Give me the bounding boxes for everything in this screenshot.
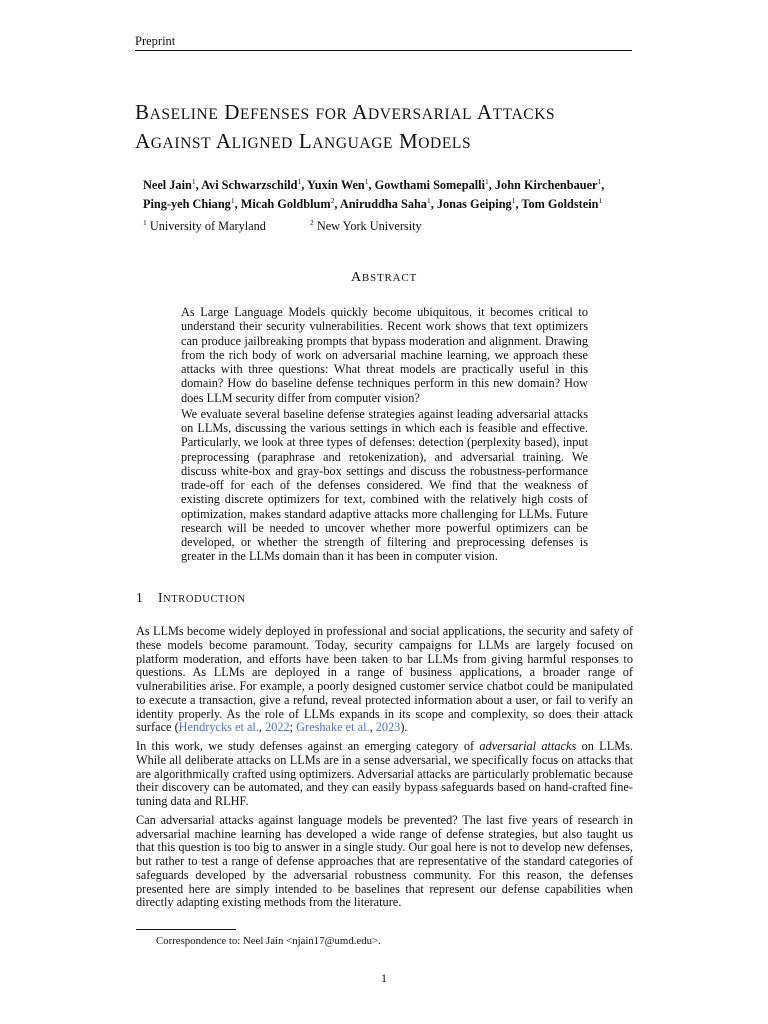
author-affiliation-mark: 1 bbox=[597, 177, 602, 186]
author-name: Jonas Geiping bbox=[436, 197, 512, 212]
author-name: Ping-yeh Chiang bbox=[143, 197, 231, 212]
footnote-rule bbox=[136, 929, 236, 930]
author-name: Aniruddha Saha bbox=[339, 197, 427, 212]
title-word: LANGUAGE bbox=[298, 129, 394, 153]
introduction-body bbox=[136, 625, 633, 915]
paper-title bbox=[135, 99, 655, 157]
author-affiliation-mark: 1 bbox=[598, 196, 603, 206]
author-list bbox=[143, 174, 643, 212]
author-affiliation-mark: 1 bbox=[364, 177, 369, 186]
author-name: Avi Schwarzschild bbox=[201, 178, 298, 193]
author-affiliation-mark: 1 bbox=[230, 196, 235, 206]
title-word: ATTACKS bbox=[476, 100, 556, 124]
affiliation-1: $^1$ University of Maryland bbox=[143, 218, 266, 234]
author-affiliation-mark: 1 bbox=[297, 177, 302, 186]
author-affiliation-mark: 1 bbox=[511, 196, 516, 206]
author-name: Gowthami Somepalli bbox=[374, 178, 485, 193]
title-line-1 bbox=[135, 100, 555, 124]
citation-hendrycks-year[interactable]: 2022 bbox=[265, 720, 290, 735]
intro-paragraph-1: As LLMs become widely deployed in professional and social applications, the security and safety of these models become paramount. Today, security campaigns for LLMs are largely focused on platform moderation, and efforts have been taken to bar LLMs from giving harmful responses to questions. As LLMs are deployed in a range of business applications, a broader range of vulnerabilities arise. For example, a poorly designed customer service chatbot could be manipulated to execute a transaction, give a refund, reveal protected information about a user, or fail to verify an identity properly. As the role of LLMs expands in its scope and complexity, so does their attack surface (Hendrycks et al., 2022; Greshake et al., 2023). bbox=[136, 624, 633, 735]
running-header: Preprint bbox=[135, 34, 176, 48]
author-name: Tom Goldstein bbox=[521, 197, 599, 212]
abstract-body bbox=[181, 305, 588, 566]
title-word: MODELS bbox=[398, 129, 472, 153]
author-line-2: Ping-yeh Chiang$^1$, Micah Goldblum$^2$, Aniruddha Saha$^1$, Jonas Geiping$^1$, Tom Goldstein$^1$ bbox=[143, 196, 603, 212]
abstract-paragraph: As Large Language Models quickly become ubiquitous, it becomes critical to understand their security vulnerabilities. Recent work shows that text optimizers can produce jailbreaking prompts that bypass moderation and alignment. Drawing from the rich body of work on adversarial machine learning, we approach these attacks with three questions: What threat models are practically useful in this domain? How do baseline defense techniques perform in this new domain? How does LLM security differ from computer vision? bbox=[181, 305, 588, 405]
page-number: 1 bbox=[381, 971, 387, 985]
intro-paragraph-2: In this work, we study defenses against an emerging category of adversarial attacks on LLMs. While all deliberate attacks on LLMs are in a sense adversarial, we specifically focus on attacks that are algorithmically crafted using optimizers. Adversarial attacks are particularly problematic because their discovery can be automated, and they can easily bypass safeguards based on hand-crafted fine-tuning data and RLHF. bbox=[136, 739, 633, 808]
title-word: BASELINE bbox=[135, 100, 219, 124]
abstract-paragraph: We evaluate several baseline defense strategies against leading adversarial attacks on LLMs, discussing the various settings in which each is feasible and effective. Particularly, we look at three types of defenses: detection (perplexity based), input preprocessing (paraphrase and retokenization), and adversarial training. We discuss white-box and gray-box settings and discuss the robustness-performance trade-off for each of the defenses considered. We find that the weakness of existing discrete optimizers for text, combined with the relatively high costs of optimization, makes standard adaptive attacks more challenging for LLMs. Future research will be needed to uncover whether more powerful optimizers can be developed, or whether the strength of filtering and preprocessing defenses is greater in the LLMs domain than it has been in computer vision. bbox=[181, 406, 588, 564]
citation-greshake-year[interactable]: 2023 bbox=[375, 720, 401, 735]
footnote-correspondence: Correspondence to: Neel Jain <njain17@umd.edu>. bbox=[156, 935, 381, 947]
title-word: ADVERSARIAL bbox=[352, 100, 473, 124]
author-affiliation-mark: 2 bbox=[330, 196, 335, 206]
title-line-2 bbox=[135, 129, 471, 153]
author-affiliation-mark: 1 bbox=[426, 196, 431, 206]
title-word: FOR bbox=[315, 106, 348, 123]
citation-hendrycks[interactable]: Hendrycks et al. bbox=[178, 720, 259, 735]
affiliation-2: $^2$ New York University bbox=[310, 218, 422, 234]
citation-greshake[interactable]: Greshake et al. bbox=[296, 720, 370, 735]
author-line-1: Neel Jain$^1$, Avi Schwarzschild$^1$, Yuxin Wen$^1$, Gowthami Somepalli$^1$, John Kirchenbauer$^1$, bbox=[143, 177, 605, 193]
author-affiliation-mark: 1 bbox=[485, 177, 489, 186]
author-affiliation-mark: 1 bbox=[191, 177, 196, 186]
title-word: DEFENSES bbox=[224, 100, 310, 124]
title-word: ALIGNED bbox=[215, 129, 293, 153]
title-word: AGAINST bbox=[135, 129, 212, 153]
header-rule bbox=[135, 50, 632, 51]
author-name: Neel Jain bbox=[143, 178, 192, 193]
abstract-heading: ABSTRACT bbox=[350, 270, 418, 285]
author-name: Yuxin Wen bbox=[306, 178, 365, 193]
author-name: Micah Goldblum bbox=[240, 197, 331, 212]
section-heading-introduction: 1 INTRODUCTION bbox=[136, 590, 246, 605]
author-name: John Kirchenbauer bbox=[494, 178, 598, 193]
intro-paragraph-3: Can adversarial attacks against language models be prevented? The last five years of research in adversarial machine learning has developed a wide range of defense strategies, but also taught us that this question is too big to answer in a single study. Our goal here is not to develop new defenses, but rather to test a range of defense approaches that are representative of the standard categories of safeguards developed by the adversarial robustness community. For this reason, the defenses presented here are simply intended to be baselines that represent our defense capabilities when directly adapting existing methods from the literature. bbox=[136, 812, 633, 910]
